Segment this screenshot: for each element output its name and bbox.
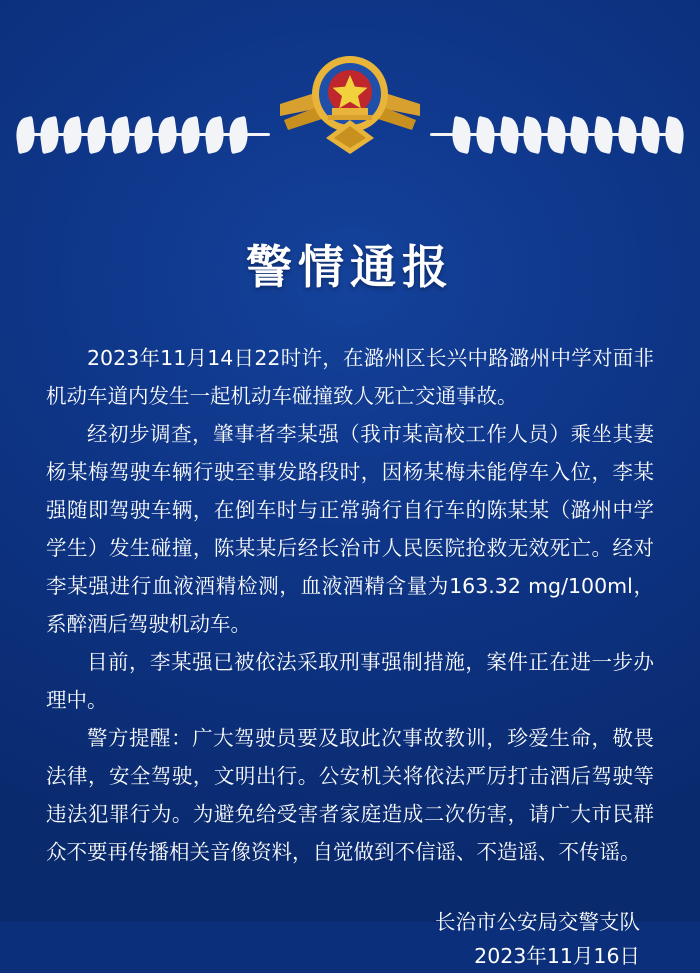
announcement-body <box>46 339 654 871</box>
wheat-decoration-right <box>418 112 686 158</box>
signature-issuer: 长治市公安局交警支队 <box>435 910 640 934</box>
header-band <box>0 0 700 205</box>
wheat-leaf <box>474 116 497 154</box>
page-title: 警情通报 <box>246 240 454 294</box>
wheat-leaf <box>663 116 686 154</box>
wheat-leaf <box>497 116 520 154</box>
wheat-leaf <box>592 116 615 154</box>
wheat-leaf <box>14 116 37 154</box>
signature-block <box>0 905 640 973</box>
signature-date: 2023年11月16日 <box>474 944 640 968</box>
paragraph: 经初步调查，肇事者李某强（我市某高校工作人员）乘坐其妻杨某梅驾驶车辆行驶至事发路段时，因杨某梅未能停车入位，李某强随即驾驶车辆，在倒车时与正常骑行自行车的陈某某（潞州中学学生）发生碰撞，陈某某后经长治市人民医院抢救无效死亡。经对李某强进行血液酒精检测，血液酒精含量为163.32 mg/100ml，系醉酒后驾驶机动车。 <box>46 422 654 636</box>
wheat-leaf <box>450 116 473 154</box>
wheat-leaf <box>545 116 568 154</box>
wheat-leaf <box>179 116 202 154</box>
wheat-leaf <box>568 116 591 154</box>
wheat-decoration-left <box>14 112 282 158</box>
paragraph: 警方提醒：广大驾驶员要及取此次事故教训，珍爱生命，敬畏法律，安全驾驶，文明出行。公安机关将依法严厉打击酒后驾驶等违法犯罪行为。为避免给受害者家庭造成二次伤害，请广大市民群众不要再传播相关音像资料，自觉做到不信谣、不造谣、不传谣。 <box>46 726 654 864</box>
police-emblem-icon <box>270 42 430 162</box>
wheat-leaf <box>615 116 638 154</box>
wheat-leaf <box>639 116 662 154</box>
wheat-leaf <box>132 116 155 154</box>
paragraph: 目前，李某强已被依法采取刑事强制措施，案件正在进一步办理中。 <box>46 650 654 712</box>
wheat-leaf <box>85 116 108 154</box>
wheat-leaf <box>203 116 226 154</box>
wheat-leaf <box>521 116 544 154</box>
wheat-leaf <box>109 116 132 154</box>
wheat-leaf <box>227 116 250 154</box>
wheat-leaf <box>156 116 179 154</box>
paragraph: 2023年11月14日22时许，在潞州区长兴中路潞州中学对面非机动车道内发生一起机动车碰撞致人死亡交通事故。 <box>46 346 654 408</box>
wheat-leaf <box>61 116 84 154</box>
wheat-leaf <box>38 116 61 154</box>
